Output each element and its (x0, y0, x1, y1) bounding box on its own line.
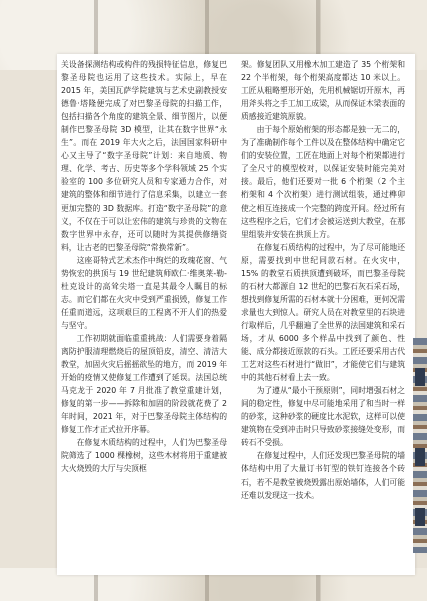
window-shape (415, 508, 425, 526)
paragraph: 这座哥特式艺术杰作中绚烂的玫瑰花窗、气势恢宏的拱顶与 19 世纪建筑师欧仁·维奥莱-勒-杜克设计的高耸尖塔一直是其最令人瞩目的标志。而它们都在火灾中受到严重损毁，修复工作任重而道远，这项艰巨的工程离不开人们的热爱与坚守。 (61, 255, 227, 330)
paragraph: 在修复石质结构的过程中，为了尽可能地还原，需要找到中世纪同款石材。在火灾中，15% 的教堂石质拱顶遭到破坏，而巴黎圣母院的石材大都源自 12 世纪的巴黎石灰石采石场，想找到修复所需的石材本就十分困难，更何况需求量也大到惊人。研究人员在对教堂里的石块进行取样后，几乎翻遍了全世界的法国建筑和采石场，才从 6000 多个样品中找到了颜色、性能、成分都接近原款的石头。工匠还要采用古代工艺对这些石材进行“做旧”，才能使它们与建筑中的其他石材看上去一致。 (241, 242, 406, 383)
paragraph: 工作初期就面临重重挑战：人们需要身着隔离防护服清理燃烧后的屋顶铅皮，清空、清洁大教堂，加固火灾后摇摇欲坠的地方，而 2019 年开始的疫情又使修复工作遭到了延误。法国总统马克龙于 2020 年 7 月批准了教堂重建计划，修复的第一步——拆除和加固的阶段就花费了 2 年时间，2021 年，对于巴黎圣母院主体结构的修复工作才正式拉开序幕。 (61, 333, 227, 435)
paragraph: 在修复过程中，人们还发现巴黎圣母院的墙体结构中用了大量订书钉型的铁钉连接各个砖石，若不是教堂被烧毁露出原始墙体，人们可能还难以发现这一技术。 (241, 451, 405, 500)
cathedral-photo-strip (413, 338, 427, 553)
paragraph: 由于每个原始桁架的形态都是独一无二的，为了准确制作每个工件以及在整体结构中确定它们的安装位置，工匠在地面上对每个桁架都进行了全尺寸的模型校对，以保证安装时能完美对接。最后，他们还要对一批 6 个桁架（2 个主桁架和 4 个次桁架）进行测试组装，通过榫卯使之相互连接成一个完整的跨度开间。经过所有这些程序之后，它们才会被运送到大教堂，在那里组装并安装在拱顶上方。 (241, 125, 405, 239)
article-page (57, 54, 415, 575)
paragraph: 架。修复团队又用橡木加工建造了 35 个桁架和 22 个半桁架，每个桁架高度都达 10 米以上。工匠从粗略塑形开始，先用机械锯切开原木，再用斧头将之手工加工成梁，从而保证木梁表面的质感接近建筑原貌。 (241, 60, 405, 122)
paragraph: 在修复木质结构的过程中，人们为巴黎圣母院筛选了 1000 棵橡树，这些木材将用于重建被大火烧毁的大厅与尖顶框 (61, 438, 227, 474)
paragraph: 为了遵从“最小干预原则”，同时增强石材之间的稳定性，修复中尽可能地采用了和当时一样的砂浆，这种砂浆的硬度比水泥软，这样可以使建筑物在受到冲击时只导致砂浆接缝处变形，而砖石不受损。 (241, 386, 406, 448)
left-text-column (61, 58, 227, 476)
window-shape (415, 368, 425, 386)
paragraph: 关设备探测结构或构件的残损特征信息，修复巴黎圣母院也运用了这些技术。实际上，早在 2015 年，美国瓦萨学院建筑与艺术史副教授安德鲁·塔隆便完成了对巴黎圣母院的扫描工作，包括扫描各个角度的建筑全景、细节图片，以便制作巴黎圣母院 3D 模型，让其在数字世界“永生”。而在 2019 年大火之后，法国国家科研中心又主导了“数字圣母院”计划：来自地质、物理、化学、考古、历史等多个学科领域 25 个实验室的 100 多位研究人员和专家通力合作，对建筑的整体和细节进行了信息采集，以建立一套更加完整的 3D 数据库。打造“数字圣母院”的意义，不仅在于可以让宏伟的建筑与珍贵的文物在数字世界中永存，还可以随时为其提供修缮资料，让古老的巴黎圣母院“常换常新”。 (61, 60, 227, 252)
window-shape (415, 448, 425, 466)
right-text-column (241, 58, 405, 502)
